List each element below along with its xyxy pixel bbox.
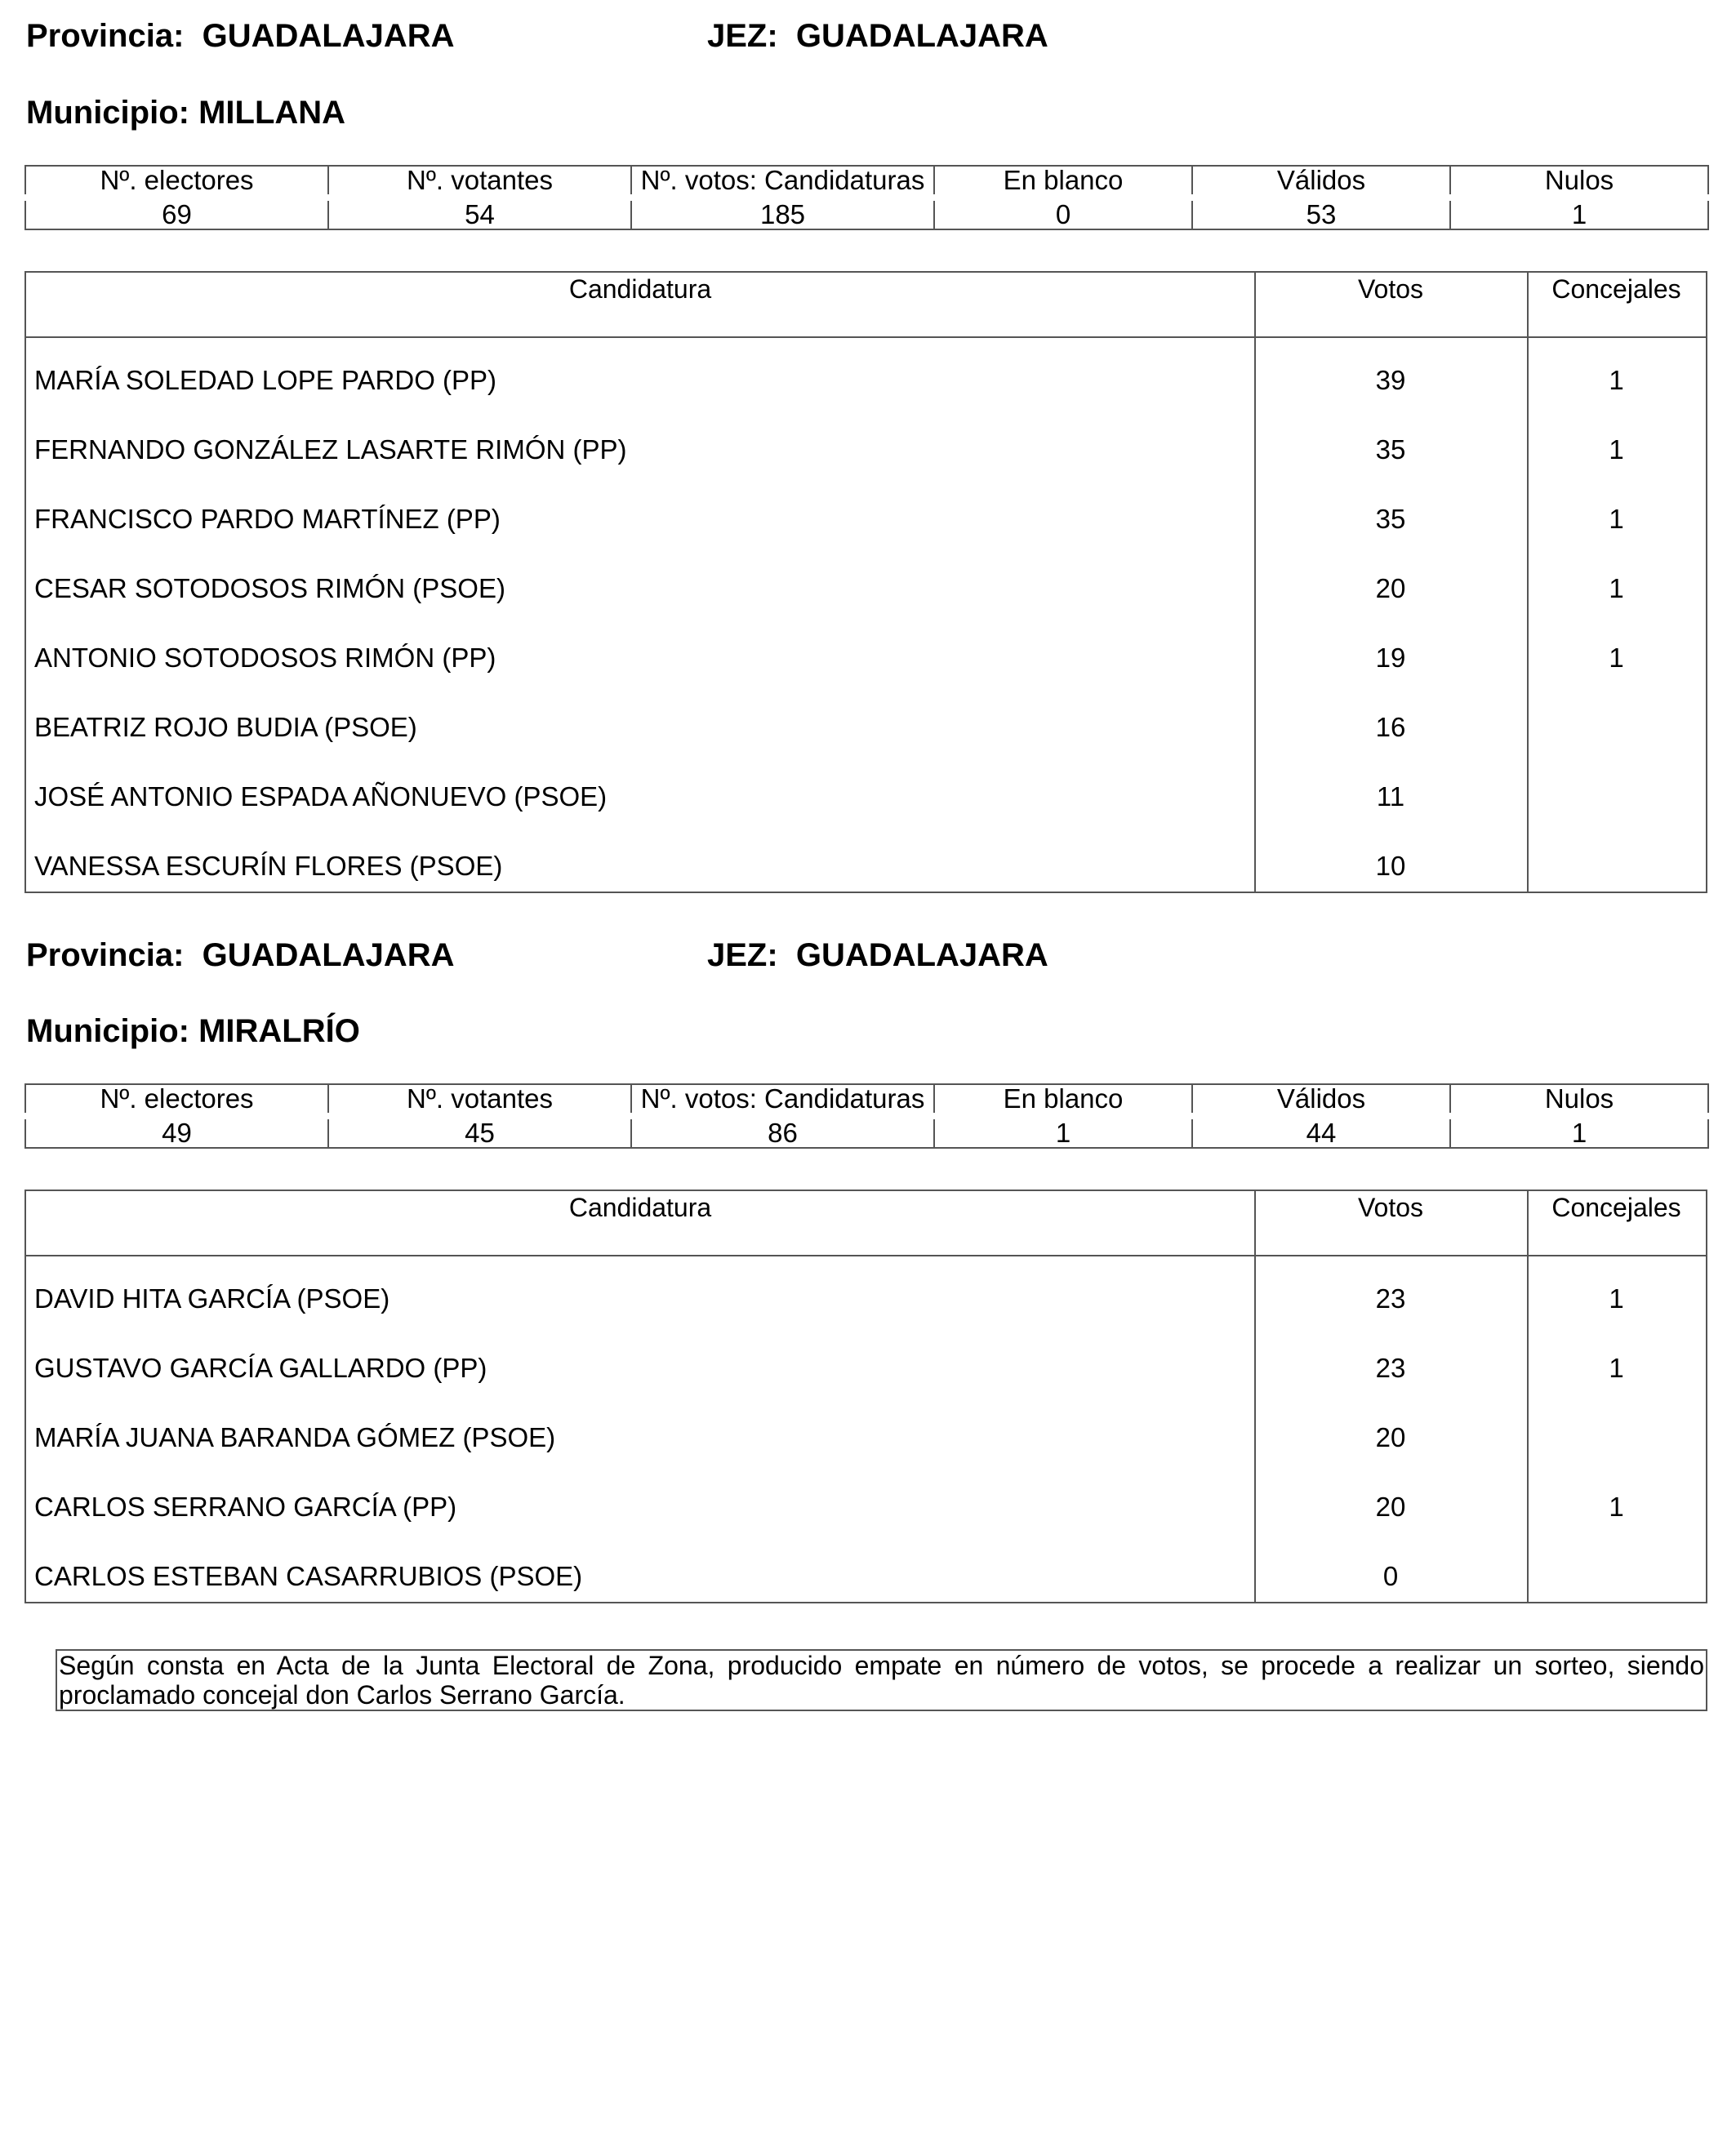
header-concejales: Concejales	[1551, 274, 1681, 304]
tie-break-note: Según consta en Acta de la Junta Electoral de Zona, producido empate en número de votos, se procede a realizar un sorteo, siendo proclamado concejal don Carlos Serrano García.	[56, 1649, 1707, 1711]
header-concejales: Concejales	[1551, 1193, 1681, 1222]
candidate-votes: 35	[1375, 504, 1406, 534]
candidate-name: GUSTAVO GARCÍA GALLARDO (PP)	[34, 1353, 487, 1383]
summary-value-en-blanco: 0	[934, 198, 1192, 229]
summary-header-electores: Nº. electores	[25, 1084, 328, 1116]
candidate-row	[26, 616, 1706, 685]
summary-value-row	[25, 1116, 1708, 1148]
candidate-row	[26, 407, 1706, 477]
municipio-heading: Municipio: MILLANA	[26, 95, 346, 131]
jez-heading: JEZ: GUADALAJARA	[707, 18, 1048, 54]
candidate-row	[26, 1326, 1706, 1395]
summary-header-votantes: Nº. votantes	[328, 1084, 631, 1116]
candidate-votes: 23	[1375, 1283, 1406, 1314]
summary-value-nulos: 1	[1450, 1116, 1708, 1148]
candidate-name: MARÍA JUANA BARANDA GÓMEZ (PSOE)	[34, 1422, 556, 1452]
candidate-votes: 19	[1375, 643, 1406, 673]
candidate-row	[26, 824, 1706, 893]
candidate-concejales: 1	[1609, 1492, 1624, 1522]
candidate-row	[26, 1395, 1706, 1465]
candidates-table	[24, 1190, 1707, 1603]
candidate-name: JOSÉ ANTONIO ESPADA AÑONUEVO (PSOE)	[34, 781, 608, 812]
candidate-votes: 20	[1375, 1492, 1406, 1522]
summary-header-votos-candidaturas: Nº. votos: Candidaturas	[631, 166, 934, 198]
candidate-name: ANTONIO SOTODOSOS RIMÓN (PP)	[34, 643, 496, 673]
candidate-row	[26, 754, 1706, 824]
candidate-votes: 39	[1375, 365, 1406, 395]
summary-header-electores: Nº. electores	[25, 166, 328, 198]
candidate-name: CARLOS SERRANO GARCÍA (PP)	[34, 1492, 457, 1522]
candidate-concejales: 1	[1609, 643, 1624, 673]
summary-header-votantes: Nº. votantes	[328, 166, 631, 198]
candidate-row	[26, 546, 1706, 616]
header-votos: Votos	[1357, 1193, 1424, 1222]
header-candidatura: Candidatura	[568, 274, 712, 304]
candidate-row	[26, 338, 1706, 407]
candidate-name: CESAR SOTODOSOS RIMÓN (PSOE)	[34, 573, 505, 603]
jez-heading: JEZ: GUADALAJARA	[707, 937, 1048, 973]
summary-value-votos-candidaturas: 185	[631, 198, 934, 229]
summary-header-votos-candidaturas: Nº. votos: Candidaturas	[631, 1084, 934, 1116]
candidate-row	[26, 685, 1706, 754]
candidate-name: CARLOS ESTEBAN CASARRUBIOS (PSOE)	[34, 1561, 583, 1591]
summary-value-validos: 53	[1192, 198, 1450, 229]
summary-header-row	[25, 1084, 1708, 1116]
summary-header-nulos: Nulos	[1450, 166, 1708, 198]
candidate-name: FERNANDO GONZÁLEZ LASARTE RIMÓN (PP)	[34, 434, 627, 465]
candidate-concejales: 1	[1609, 365, 1624, 395]
summary-value-en-blanco: 1	[934, 1116, 1192, 1148]
header-votos: Votos	[1357, 274, 1424, 304]
candidates-header	[26, 273, 1706, 338]
summary-value-votantes: 54	[328, 198, 631, 229]
candidate-concejales: 1	[1609, 1353, 1624, 1383]
candidate-row	[26, 1256, 1706, 1326]
summary-value-electores: 49	[25, 1116, 328, 1148]
candidate-row	[26, 477, 1706, 546]
municipio-heading: Municipio: MIRALRÍO	[26, 1013, 360, 1049]
provincia-heading: Provincia: GUADALAJARA	[26, 937, 455, 973]
candidate-votes: 11	[1376, 781, 1405, 812]
candidate-concejales: 1	[1609, 434, 1624, 465]
summary-value-validos: 44	[1192, 1116, 1450, 1148]
candidates-header	[26, 1191, 1706, 1256]
provincia-heading: Provincia: GUADALAJARA	[26, 18, 455, 54]
summary-table	[24, 165, 1709, 230]
summary-header-en-blanco: En blanco	[934, 166, 1192, 198]
candidate-row	[26, 1465, 1706, 1534]
candidate-name: MARÍA SOLEDAD LOPE PARDO (PP)	[34, 365, 497, 395]
candidate-name: DAVID HITA GARCÍA (PSOE)	[34, 1283, 390, 1314]
candidate-concejales: 1	[1609, 1283, 1624, 1314]
summary-table	[24, 1083, 1709, 1149]
summary-header-validos: Válidos	[1192, 1084, 1450, 1116]
summary-value-votos-candidaturas: 86	[631, 1116, 934, 1148]
summary-value-row	[25, 198, 1708, 229]
summary-value-votantes: 45	[328, 1116, 631, 1148]
summary-header-en-blanco: En blanco	[934, 1084, 1192, 1116]
candidate-votes: 10	[1375, 851, 1406, 881]
summary-header-row	[25, 166, 1708, 198]
candidate-row	[26, 1534, 1706, 1603]
candidate-votes: 35	[1375, 434, 1406, 465]
candidate-votes: 16	[1375, 712, 1406, 742]
candidate-votes: 20	[1375, 573, 1406, 603]
summary-value-electores: 69	[25, 198, 328, 229]
header-candidatura: Candidatura	[568, 1193, 712, 1222]
candidate-votes: 23	[1375, 1353, 1406, 1383]
summary-header-validos: Válidos	[1192, 166, 1450, 198]
candidate-name: BEATRIZ ROJO BUDIA (PSOE)	[34, 712, 417, 742]
summary-value-nulos: 1	[1450, 198, 1708, 229]
candidates-table	[24, 271, 1707, 893]
candidate-votes: 20	[1375, 1422, 1406, 1452]
candidate-votes: 0	[1382, 1561, 1399, 1591]
candidate-concejales: 1	[1609, 504, 1624, 534]
candidate-name: VANESSA ESCURÍN FLORES (PSOE)	[34, 851, 503, 881]
candidate-name: FRANCISCO PARDO MARTÍNEZ (PP)	[34, 504, 501, 534]
summary-header-nulos: Nulos	[1450, 1084, 1708, 1116]
candidate-concejales: 1	[1609, 573, 1624, 603]
